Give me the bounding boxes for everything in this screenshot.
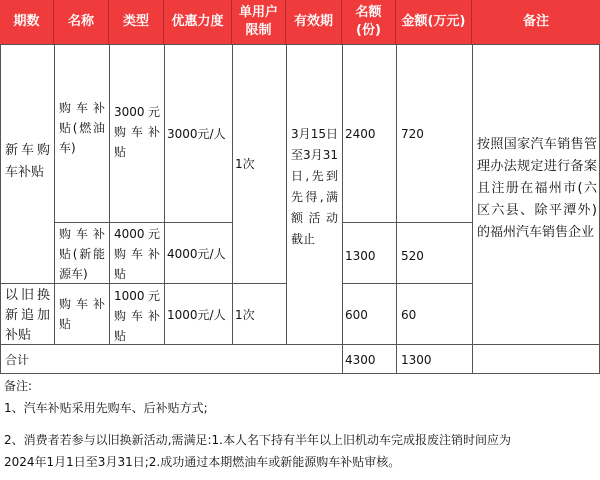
- grid-line: [342, 222, 472, 223]
- row2-quota: 1300: [345, 249, 376, 263]
- row3-quota: 600: [345, 308, 368, 322]
- header-type: 类型: [109, 0, 164, 44]
- header-limit-line2: 限制: [245, 23, 272, 38]
- header-quota: [342, 0, 396, 44]
- validity-period: 3月15日至3月31日,先到先得,满额活动截止: [291, 127, 338, 246]
- grid-line: [164, 44, 165, 344]
- period-new-car: 新车购车补贴: [5, 143, 50, 180]
- row1-quota: 2400: [345, 127, 376, 141]
- row3-name: 购车补贴: [59, 297, 105, 331]
- row3-type: 1000元购车补贴: [114, 289, 160, 343]
- total-quota: 4300: [345, 353, 376, 367]
- header-limit: [232, 0, 286, 44]
- notes-line2b: 2024年1月1日至3月31日;2.成功通过本期燃油车或新能源购车补贴审核。: [4, 455, 401, 469]
- grid-line: [342, 283, 472, 284]
- header-remarks: 备注: [472, 0, 600, 44]
- grid-line: [232, 44, 233, 344]
- header-amount: 金额(万元): [396, 0, 472, 44]
- total-amount: 1300: [401, 353, 432, 367]
- grid-line: [0, 44, 600, 45]
- header-limit-line1: 单用户: [238, 5, 278, 20]
- notes-title: 备注:: [4, 379, 33, 393]
- row3-period: 以旧换新追加补贴: [5, 288, 50, 343]
- row2-discount: 4000元/人: [167, 247, 226, 261]
- limit-new-car: 1次: [235, 157, 255, 171]
- header-quota-line2: (份): [356, 23, 381, 38]
- header-name: 名称: [54, 0, 109, 44]
- row2-type: 4000元购车补贴: [114, 227, 160, 281]
- grid-line: [0, 344, 600, 345]
- header-validity: 有效期: [286, 0, 342, 44]
- row3-discount: 1000元/人: [167, 308, 226, 322]
- header-discount: 优惠力度: [164, 0, 232, 44]
- row2-name: 购车补贴(新能源车): [59, 227, 105, 281]
- row1-amount: 720: [401, 127, 424, 141]
- row2-amount: 520: [401, 249, 424, 263]
- header-period: 期数: [0, 0, 54, 44]
- notes-line2a: 2、消费者若参与以旧换新活动,需满足:1.本人名下持有半年以上旧机动车完成报废注销时间应为: [4, 433, 511, 447]
- row1-name: 购车补贴(燃油车): [59, 101, 105, 155]
- row3-amount: 60: [401, 308, 417, 322]
- header-quota-line1: 名额: [355, 5, 382, 20]
- remarks-text: 按照国家汽车销售管理办法规定进行备案且注册在福州市(六区六县、除平潭外)的福州汽车销售企业: [477, 137, 597, 240]
- grid-line: [0, 373, 600, 374]
- notes-line1: 1、汽车补贴采用先购车、后补贴方式;: [4, 401, 208, 415]
- row3-limit: 1次: [235, 308, 255, 322]
- row1-discount: 3000元/人: [167, 127, 226, 141]
- row1-type: 3000元购车补贴: [114, 105, 160, 159]
- total-label: 合计: [5, 353, 30, 367]
